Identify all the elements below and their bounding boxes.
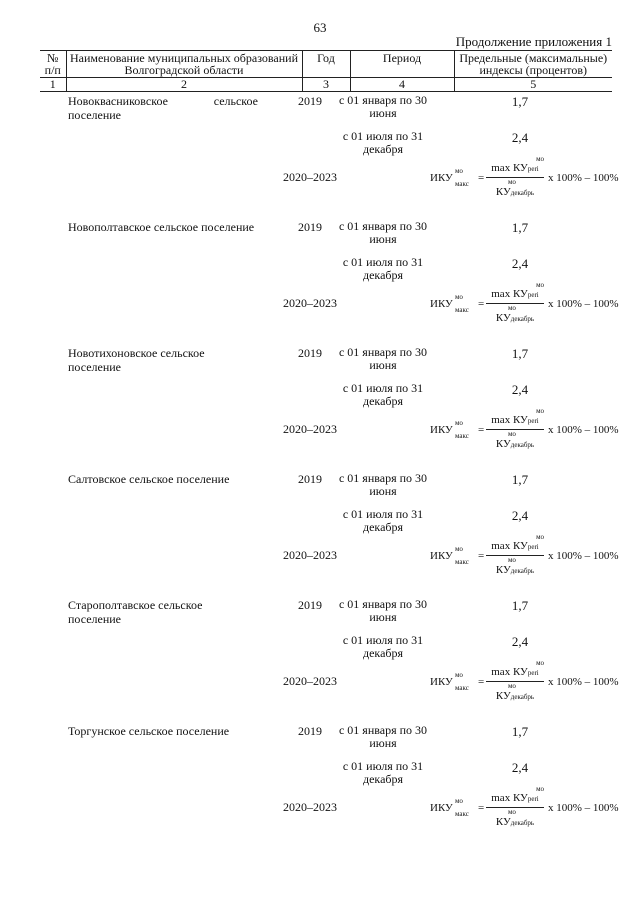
formula-num-sub: peri: [527, 795, 539, 803]
formula-denominator: [486, 304, 544, 324]
formula-lhs-sub: макс: [455, 684, 469, 692]
formula-lhs: [430, 671, 469, 692]
formula-num-sub: peri: [527, 669, 539, 677]
formula-den-sup: мо: [508, 430, 516, 438]
formula-lhs-sub: макс: [455, 180, 469, 188]
period-first-half: с 01 января по 30 июня: [338, 93, 428, 120]
formula-multiplier: x 100% – 100%: [548, 802, 619, 814]
formula-num-sup: мо: [536, 533, 544, 541]
year-2019: 2019: [298, 346, 322, 360]
municipality-name: Новополтавское сельское поселение: [68, 220, 255, 234]
period-first-half: с 01 января по 30 июня: [338, 219, 428, 246]
formula-lhs-main: ИКУ: [430, 802, 453, 814]
year-2019: 2019: [298, 724, 322, 738]
formula-den-main: КУ: [495, 816, 511, 828]
index-first-half: 1,7: [511, 598, 529, 613]
formula-denominator: [486, 430, 544, 450]
year-2019: 2019: [298, 472, 322, 486]
formula-lhs-main: ИКУ: [430, 676, 453, 688]
formula-equals: =: [478, 550, 485, 562]
formula-numerator: [486, 533, 544, 552]
formula-den-sup: мо: [508, 178, 516, 186]
index-second-half: 2,4: [511, 760, 529, 775]
formula-lhs-sup: мо: [455, 167, 463, 175]
municipality-name: Новоквасниковское сельское поселение: [68, 94, 258, 122]
col-number-4: 4: [350, 78, 454, 92]
formula-den-sub: декабрь: [510, 567, 535, 575]
year-2020-2023: 2020–2023: [283, 674, 337, 688]
index-formula: [430, 155, 630, 204]
header-name: Наименование муниципальных образований Волгоградской области: [66, 51, 302, 78]
formula-denominator: [486, 178, 544, 198]
formula-den-main: КУ: [495, 564, 511, 576]
municipality-block-6: [0, 724, 640, 850]
formula-lhs-sub: макс: [455, 306, 469, 314]
formula-lhs: [430, 167, 469, 188]
formula-num-main: max КУ: [491, 792, 528, 804]
formula-num-main: max КУ: [491, 288, 528, 300]
formula-equals: =: [478, 424, 485, 436]
formula-denominator: [486, 556, 544, 576]
index-formula: [430, 407, 630, 456]
header-year: Год: [302, 51, 350, 78]
formula-lhs-main: ИКУ: [430, 298, 453, 310]
page-number: 63: [313, 20, 327, 35]
index-first-half: 1,7: [511, 220, 529, 235]
formula-lhs-main: ИКУ: [430, 550, 453, 562]
period-second-half: с 01 июля по 31 декабря: [342, 381, 424, 408]
year-2019: 2019: [298, 598, 322, 612]
header-index: Предельные (максимальные) индексы (процентов): [454, 51, 612, 78]
formula-den-sup: мо: [508, 808, 516, 816]
formula-numerator: [486, 155, 544, 174]
formula-multiplier: x 100% – 100%: [548, 298, 619, 310]
formula-den-sub: декабрь: [510, 441, 535, 449]
year-2020-2023: 2020–2023: [283, 296, 337, 310]
formula-numerator: [486, 281, 544, 300]
index-second-half: 2,4: [511, 256, 529, 271]
formula-den-main: КУ: [495, 690, 511, 702]
formula-denominator: [486, 808, 544, 828]
formula-lhs: [430, 293, 469, 314]
period-first-half: с 01 января по 30 июня: [338, 597, 428, 624]
col-number-1: 1: [40, 78, 66, 92]
continuation-note: Продолжение приложения 1: [455, 34, 612, 49]
formula-den-main: КУ: [495, 186, 511, 198]
year-2019: 2019: [298, 220, 322, 234]
col-number-2: 2: [66, 78, 302, 92]
col-number-3: 3: [302, 78, 350, 92]
index-formula: [430, 533, 630, 582]
formula-lhs-main: ИКУ: [430, 424, 453, 436]
formula-num-main: max КУ: [491, 414, 528, 426]
formula-den-main: КУ: [495, 438, 511, 450]
formula-denominator: [486, 682, 544, 702]
year-2020-2023: 2020–2023: [283, 548, 337, 562]
index-second-half: 2,4: [511, 382, 529, 397]
formula-fraction: [486, 533, 544, 578]
index-first-half: 1,7: [511, 94, 529, 109]
municipality-name: Новотихоновское сельское поселение: [68, 346, 205, 374]
formula-lhs-sup: мо: [455, 797, 463, 805]
formula-num-sup: мо: [536, 785, 544, 793]
formula-lhs-sub: макс: [455, 810, 469, 818]
formula-lhs: [430, 797, 469, 818]
formula-lhs-sup: мо: [455, 545, 463, 553]
formula-den-main: КУ: [495, 312, 511, 324]
formula-lhs-sup: мо: [455, 293, 463, 301]
municipality-block-5: [0, 598, 640, 724]
formula-multiplier: x 100% – 100%: [548, 172, 619, 184]
formula-den-sub: декабрь: [510, 189, 535, 197]
header-period: Период: [350, 51, 454, 78]
formula-equals: =: [478, 172, 485, 184]
municipality-name: Старополтавское сельское поселение: [68, 598, 203, 626]
formula-numerator: [486, 659, 544, 678]
formula-den-sup: мо: [508, 556, 516, 564]
period-second-half: с 01 июля по 31 декабря: [342, 507, 424, 534]
formula-numerator: [486, 785, 544, 804]
year-2020-2023: 2020–2023: [283, 800, 337, 814]
municipality-name: Салтовское сельское поселение: [68, 472, 230, 486]
formula-den-sub: декабрь: [510, 693, 535, 701]
index-second-half: 2,4: [511, 634, 529, 649]
formula-den-sub: декабрь: [510, 819, 535, 827]
year-2019: 2019: [298, 94, 322, 108]
year-2020-2023: 2020–2023: [283, 170, 337, 184]
index-second-half: 2,4: [511, 508, 529, 523]
header-num: № п/п: [40, 51, 66, 78]
formula-multiplier: x 100% – 100%: [548, 550, 619, 562]
formula-equals: =: [478, 676, 485, 688]
formula-num-sub: peri: [527, 291, 539, 299]
year-2020-2023: 2020–2023: [283, 422, 337, 436]
formula-num-sub: peri: [527, 543, 539, 551]
formula-num-sub: peri: [527, 165, 539, 173]
period-second-half: с 01 июля по 31 декабря: [342, 633, 424, 660]
period-first-half: с 01 января по 30 июня: [338, 723, 428, 750]
formula-fraction: [486, 155, 544, 200]
formula-num-sup: мо: [536, 407, 544, 415]
period-first-half: с 01 января по 30 июня: [338, 471, 428, 498]
formula-lhs-sub: макс: [455, 432, 469, 440]
formula-lhs-main: ИКУ: [430, 172, 453, 184]
formula-multiplier: x 100% – 100%: [548, 676, 619, 688]
period-second-half: с 01 июля по 31 декабря: [342, 255, 424, 282]
formula-num-sup: мо: [536, 155, 544, 163]
formula-num-sub: peri: [527, 417, 539, 425]
municipality-block-1: [0, 94, 640, 220]
formula-fraction: [486, 659, 544, 704]
formula-lhs: [430, 545, 469, 566]
municipality-block-4: [0, 472, 640, 598]
col-number-5: 5: [454, 78, 612, 92]
formula-lhs: [430, 419, 469, 440]
municipality-block-2: [0, 220, 640, 346]
table-header: [40, 50, 612, 92]
index-formula: [430, 281, 630, 330]
formula-num-sup: мо: [536, 281, 544, 289]
index-formula: [430, 659, 630, 708]
municipality-name: Торгунское сельское поселение: [68, 724, 230, 738]
formula-den-sub: декабрь: [510, 315, 535, 323]
formula-multiplier: x 100% – 100%: [548, 424, 619, 436]
index-first-half: 1,7: [511, 724, 529, 739]
formula-num-sup: мо: [536, 659, 544, 667]
formula-num-main: max КУ: [491, 162, 528, 174]
index-second-half: 2,4: [511, 130, 529, 145]
formula-lhs-sup: мо: [455, 419, 463, 427]
formula-fraction: [486, 281, 544, 326]
formula-fraction: [486, 407, 544, 452]
formula-num-main: max КУ: [491, 666, 528, 678]
period-first-half: с 01 января по 30 июня: [338, 345, 428, 372]
index-first-half: 1,7: [511, 472, 529, 487]
formula-den-sup: мо: [508, 304, 516, 312]
formula-fraction: [486, 785, 544, 830]
formula-lhs-sub: макс: [455, 558, 469, 566]
index-first-half: 1,7: [511, 346, 529, 361]
index-formula: [430, 785, 630, 834]
period-second-half: с 01 июля по 31 декабря: [342, 759, 424, 786]
formula-num-main: max КУ: [491, 540, 528, 552]
formula-equals: =: [478, 802, 485, 814]
formula-den-sup: мо: [508, 682, 516, 690]
period-second-half: с 01 июля по 31 декабря: [342, 129, 424, 156]
formula-lhs-sup: мо: [455, 671, 463, 679]
formula-numerator: [486, 407, 544, 426]
formula-equals: =: [478, 298, 485, 310]
municipality-block-3: [0, 346, 640, 472]
